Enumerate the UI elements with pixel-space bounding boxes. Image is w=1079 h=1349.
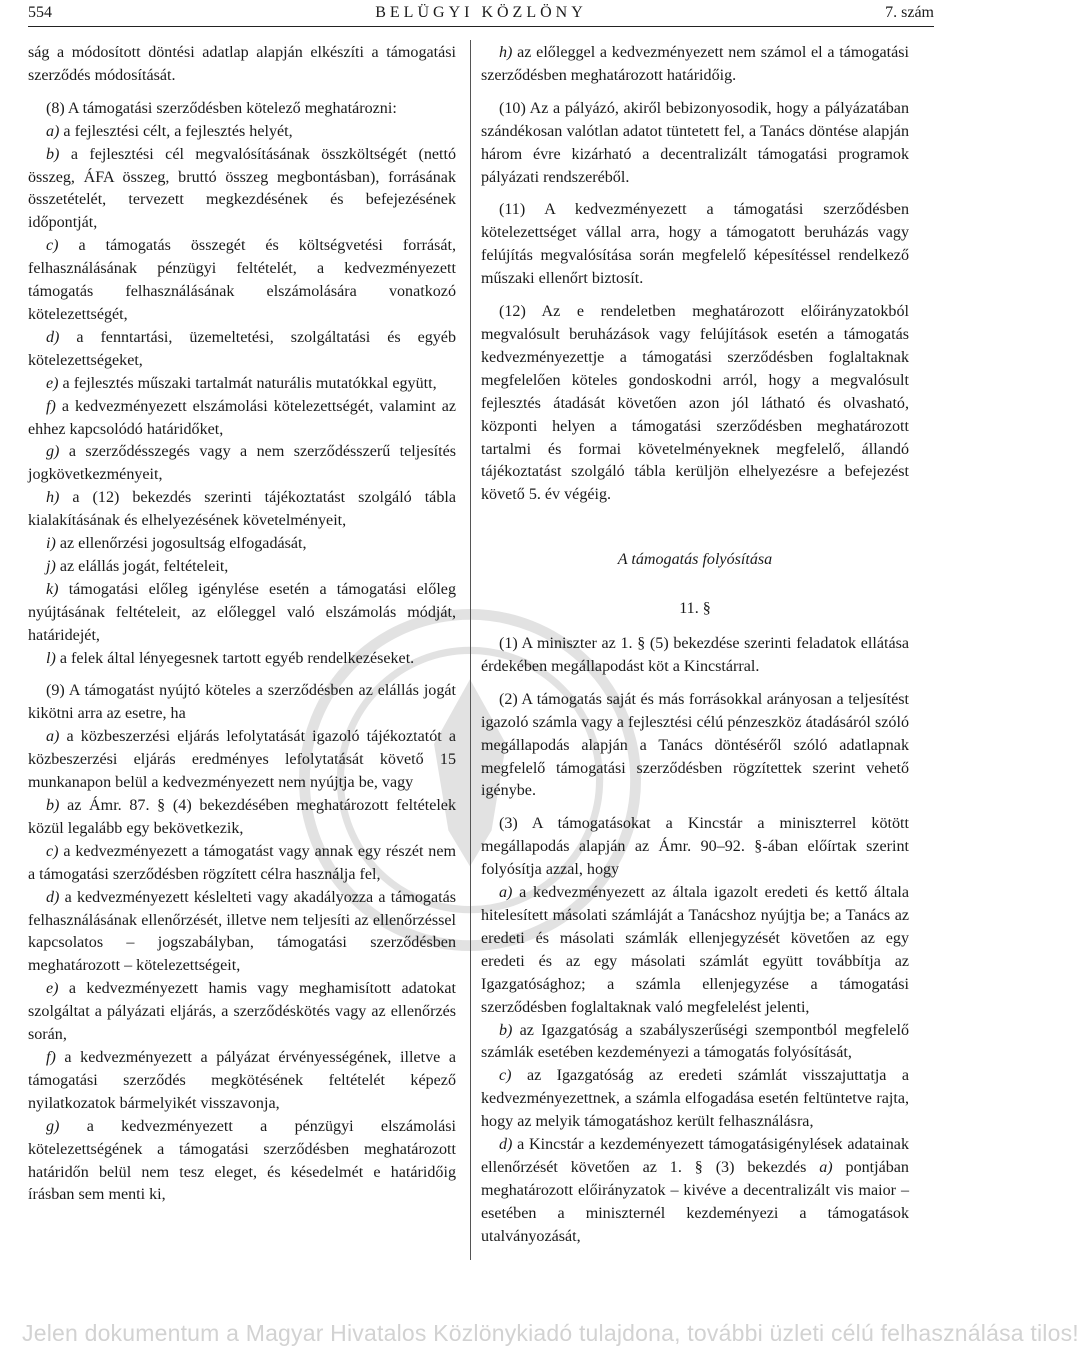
left-column — [28, 42, 456, 1207]
list-item: i) az ellenőrzési jogosultság elfogadását, — [46, 535, 307, 553]
list-item: g) a szerződésszegés vagy a nem szerződésszerű teljesítés jogkövetkezményeit, — [28, 443, 456, 484]
column-divider — [470, 40, 471, 1260]
list-item: b) az Ámr. 87. § (4) bekezdésében meghatározott feltételek közül legalább egy bekövetkezik, — [28, 797, 456, 837]
footer-notice: Jelen dokumentum a Magyar Hivatalos Közlönykiadó tulajdona, további üzleti célú felhasználása tilos! — [22, 1320, 1079, 1346]
paragraph: (12) Az e rendeletben meghatározott előirányzatokból megvalósult beruházások vagy felújítások esetén a támogatás kedvezményezettje a támogatási szerződésben foglaltaknak megfelelően köteles gondoskodni arról, hogy a megvalósult fejlesztés átadását követően azon jól látható és olvasható, központi helyen a támogatási szerződésben meghatározott tartalmi és formai követelményeknek megfelelő, állandó tájékoztatást szolgáló tábla kerüljön elhelyezésre a befejezést követő 5. év végéig. — [481, 303, 909, 504]
paragraph: (10) Az a pályázó, akiről bebizonyosodik, hogy a pályázatában szándékosan valótlan adatot tüntetett fel, a Tanács döntése alapján három évre kizárható a decentralizált támogatási programok pályázati rendszeréből. — [481, 99, 909, 186]
paragraph: (2) A támogatás saját és más forrásokkal arányosan a teljesítést igazoló számla vagy a fejlesztési célú pénzeszköz átadásáról szóló megállapodás alapján a Tanács döntéséről szóló adatlapnak megfelelő támogatási szerződésben rögzítettek szerint vehető igénybe. — [481, 690, 909, 800]
list-item: a) a közbeszerzési eljárás lefolytatását igazoló tájékoztatót a közbeszerzési eljárás eredményes lefolytatását követő 15 munkanapon belül a kedvezményezett nem nyújtja be, vagy — [28, 728, 456, 792]
list-item: c) az Igazgatóság az eredeti számlát visszajuttatja a kedvezményezettnek, a számla elfogadása esetén feltüntetve rajta, hogy az melyik támogatáshoz került felhasználásra, — [481, 1067, 909, 1131]
list-item: f) a kedvezményezett elszámolási kötelezettségét, valamint az ehhez kapcsolódó határidőket, — [28, 397, 456, 438]
list-item: f) a kedvezményezett a pályázat érvényességének, illetve a támogatási szerződés megkötésének feltételét képező nyilatkozatok bármelyikét visszavonja, — [28, 1048, 456, 1112]
list-item: d) a Kincstár a kezdeményezett támogatásigénylések adatainak ellenőrzését követően az 1. § (3) bekezdés a) pontjában meghatározott előirányzatok – kivéve a decentralizált vis maior – esetében a miniszternél kezdeményezi a támogatások utalványozását, — [481, 1136, 909, 1245]
list-item: a) a kedvezményezett az általa igazolt eredeti és kettő általa hitelesített másolati számláját a Tanácshoz nyújtja be; a Tanács az eredeti és másolati számlák ellenjegyzését követően az egy eredeti és az egy másolati számlát együtt továbbítja az Igazgatósághoz; a számla ellenjegyzése a támogatási szerződésben foglaltaknak való megfelelést jelenti, — [481, 884, 909, 1016]
list-item: a) a fejlesztési célt, a fejlesztés helyét, — [46, 122, 293, 140]
list-item: b) a fejlesztési cél megvalósításának összköltségét (nettó összeg, ÁFA összeg, bruttó összeg megbontásban), forrásának összetételét, tervezett megkezdésének és befejezésének időpontját, — [28, 145, 456, 232]
list-item: e) a fejlesztés műszaki tartalmát naturális mutatókkal együtt, — [46, 374, 437, 392]
list-item: c) a kedvezményezett a támogatást vagy annak egy részét nem a támogatási szerződésben rögzített célra használja fel, — [28, 842, 456, 883]
list-item: l) a felek által lényegesnek tartott egyéb rendelkezéseket. — [46, 649, 415, 667]
list-item: j) az elállás jogát, feltételeit, — [46, 557, 229, 575]
list-item: d) a kedvezményezett késlelteti vagy akadályozza a támogatás felhasználásának ellenőrzését, illetve nem teljesíti az ellenőrzéssel kapcsolatos – jogszabályban, támogatási szerződésben meghatározott – kötelezettségeit, — [28, 888, 456, 975]
journal-title: BELÜGYI KÖZLÖNY — [375, 4, 587, 21]
paragraph: (9) A támogatást nyújtó köteles a szerződésben az elállás jogát kikötni arra az esetre, ha — [28, 682, 456, 723]
list-item: d) a fenntartási, üzemeltetési, szolgáltatási és egyéb kötelezettségeket, — [28, 328, 456, 369]
section-number: 11. § — [679, 600, 711, 618]
paragraph: ság a módosított döntési adatlap alapján elkészíti a támogatási szerződés módosítását. — [28, 44, 456, 84]
page-header — [28, 2, 934, 26]
paragraph: (11) A kedvezményezett a támogatási szerződésben kötelezettséget vállal arra, hogy a támogatott beruházás vagy felújítás megvalósítása során megfelelő képesítéssel rendelkező műszaki ellenőrt biztosít. — [481, 201, 909, 288]
paragraph: (8) A támogatási szerződésben kötelező meghatározni: — [46, 99, 397, 117]
list-item: g) a kedvezményezett a pénzügyi elszámolási kötelezettségének a támogatási szerződésben meghatározott határidőn belül nem tesz eleget, és késedelmét e határidőig írásban sem menti ki, — [28, 1117, 456, 1204]
list-item: k) támogatási előleg igénylése esetén a támogatási előleg nyújtásának feltételeit, az előleggel való elszámolás módját, határidejét, — [28, 580, 456, 644]
paragraph: (1) A miniszter az 1. § (5) bekezdése szerinti feladatok ellátása érdekében megállapodást köt a Kincstárral. — [481, 635, 909, 675]
list-item: c) a támogatás összegét és költségvetési forrását, felhasználásának pénzügyi feltételét, a kedvezményezett támogatás felhasználásának elszámolására vonatkozó kötelezettségét, — [28, 237, 456, 323]
list-item: b) az Igazgatóság a szabályszerűségi szempontból megfelelő számlák esetében kezdeményezi a támogatás folyósítását, — [481, 1021, 909, 1062]
header-rule — [28, 26, 934, 27]
issue-number: 7. szám — [885, 4, 934, 21]
page-number: 554 — [28, 4, 52, 21]
list-item: h) a (12) bekezdés szerinti tájékoztatást szolgáló tábla kialakításának és elhelyezésének követelményeit, — [28, 489, 456, 530]
right-column — [481, 42, 909, 1249]
list-item: e) a kedvezményezett hamis vagy meghamisított adatokat szolgáltat a pályázati eljárás, a szerződéskötés vagy az ellenőrzés során, — [28, 980, 456, 1044]
section-title: A támogatás folyósítása — [617, 551, 773, 569]
list-item: h) az előleggel a kedvezményezett nem számol el a támogatási szerződésben meghatározott határidőig. — [481, 44, 909, 84]
paragraph: (3) A támogatásokat a Kincstár a miniszterrel kötött megállapodás alapján az Ámr. 90–92. §-ában előírtak szerint folyósítja azzal, hogy — [481, 815, 909, 879]
